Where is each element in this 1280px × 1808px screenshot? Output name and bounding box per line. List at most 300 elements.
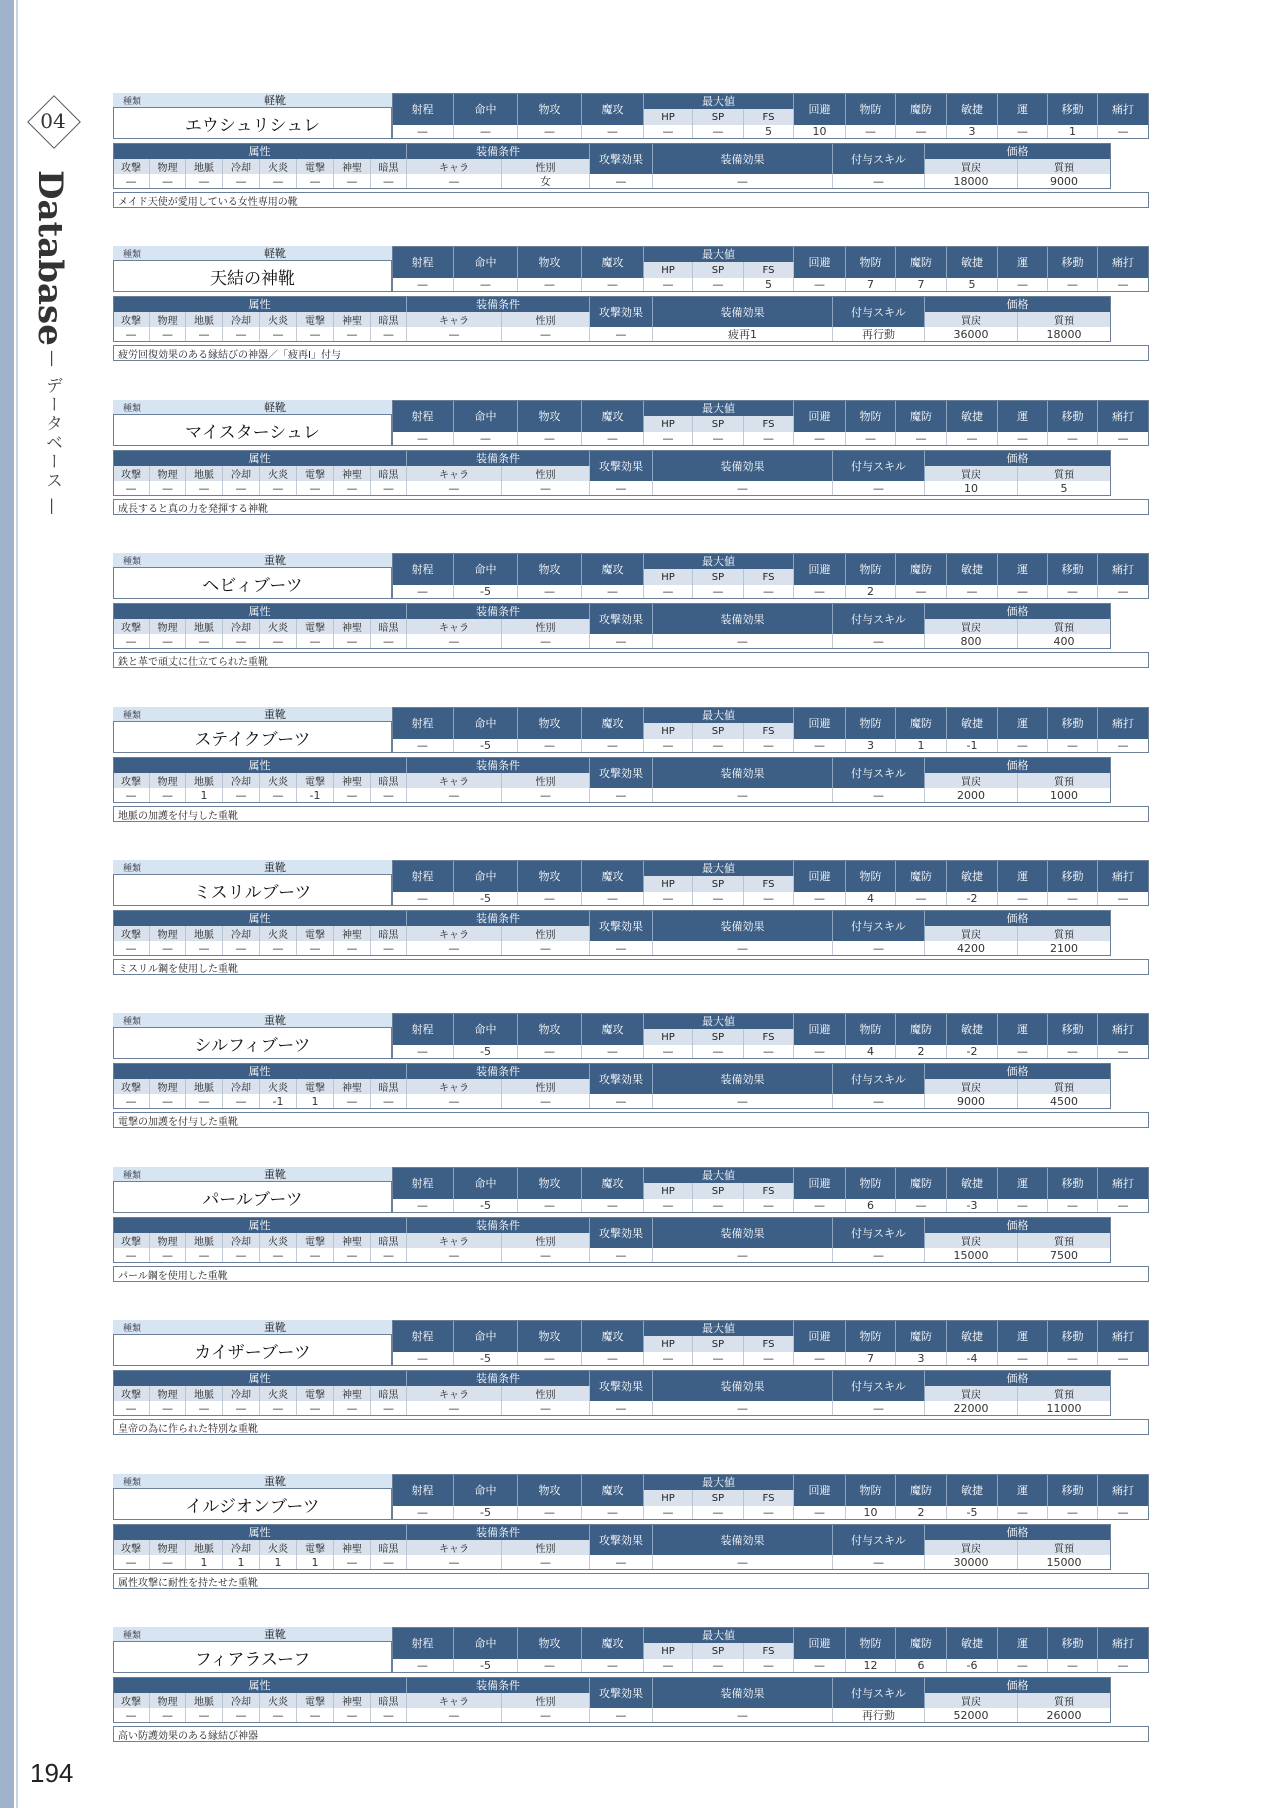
attack-effect-header: 攻撃効果 <box>590 910 653 941</box>
item-description: 成長すると真の力を発揮する神靴 <box>113 499 1149 515</box>
buy-value: 10 <box>925 481 1018 496</box>
attribute-value: — <box>334 174 371 189</box>
skill-value: — <box>833 788 925 803</box>
buy-value: 2000 <box>925 788 1018 803</box>
attribute-name: 電撃 <box>297 773 334 788</box>
stat-subheader: FS <box>744 1490 794 1506</box>
stat-value: — <box>947 585 998 599</box>
skill-value: 再行動 <box>833 1708 925 1723</box>
attribute-name: 攻撃 <box>113 926 150 941</box>
item-name: ヘビィブーツ <box>113 567 392 599</box>
sell-value: 1000 <box>1018 788 1111 803</box>
stat-value: — <box>998 1659 1048 1673</box>
gender-label: 性別 <box>502 1079 590 1094</box>
equip-condition-header: 装備条件 <box>407 450 590 466</box>
stat-header: 魔防 <box>896 1474 947 1506</box>
item-description: 電撃の加護を付与した重靴 <box>113 1112 1149 1128</box>
stat-value: — <box>744 892 794 906</box>
stat-value: — <box>392 1506 454 1520</box>
sell-label: 質預 <box>1018 773 1111 788</box>
attribute-name: 物理 <box>150 1540 186 1555</box>
stat-header: 魔防 <box>896 553 947 585</box>
attribute-name: 電撃 <box>297 1540 334 1555</box>
equip-effect-value: — <box>653 634 833 649</box>
stat-header: 痛打 <box>1098 246 1149 278</box>
stat-header: 物防 <box>846 400 896 432</box>
equip-condition-header: 装備条件 <box>407 1217 590 1233</box>
attribute-name: 物理 <box>150 466 186 481</box>
chapter-number: 04 <box>40 109 66 133</box>
stat-subheader: FS <box>744 1183 794 1199</box>
skill-header: 付与スキル <box>833 603 925 634</box>
stat-value: — <box>998 585 1048 599</box>
attribute-name: 地脈 <box>186 619 223 634</box>
attribute-name: 火炎 <box>260 619 297 634</box>
attribute-value: — <box>223 1708 260 1723</box>
attribute-name: 攻撃 <box>113 1233 150 1248</box>
chara-value: — <box>407 1094 502 1109</box>
attribute-value: — <box>113 174 150 189</box>
stat-header: 運 <box>998 553 1048 585</box>
attribute-value: — <box>334 1248 371 1263</box>
attribute-name: 冷却 <box>223 1079 260 1094</box>
attribute-value: — <box>150 941 186 956</box>
stat-header: 物攻 <box>518 1167 582 1199</box>
attribute-header: 属性 <box>113 1063 407 1079</box>
equip-effect-value: — <box>653 1248 833 1263</box>
stat-header: 魔攻 <box>582 553 644 585</box>
equip-effect-header: 装備効果 <box>653 1063 833 1094</box>
stat-header: 物攻 <box>518 860 582 892</box>
attribute-value: — <box>297 634 334 649</box>
stat-header: 物防 <box>846 707 896 739</box>
equip-effect-header: 装備効果 <box>653 296 833 327</box>
sell-label: 質預 <box>1018 1693 1111 1708</box>
stat-header: 痛打 <box>1098 860 1149 892</box>
attribute-name: 暗黒 <box>371 619 407 634</box>
attribute-name: 暗黒 <box>371 1693 407 1708</box>
stat-header: 運 <box>998 1167 1048 1199</box>
stat-value: — <box>1048 1199 1098 1213</box>
stat-value: — <box>644 432 693 446</box>
attribute-name: 冷却 <box>223 1386 260 1401</box>
buy-value: 36000 <box>925 327 1018 342</box>
stat-value: — <box>392 585 454 599</box>
attack-effect-header: 攻撃効果 <box>590 1677 653 1708</box>
stat-value: — <box>644 739 693 753</box>
gender-label: 性別 <box>502 159 590 174</box>
attribute-value: — <box>334 481 371 496</box>
item-name: ミスリルブーツ <box>113 874 392 906</box>
stat-value: — <box>794 1506 846 1520</box>
buy-label: 買戻 <box>925 159 1018 174</box>
attribute-value: — <box>371 481 407 496</box>
chara-value: — <box>407 174 502 189</box>
stat-header: 回避 <box>794 246 846 278</box>
stat-table-frame <box>392 246 1149 292</box>
attribute-value: — <box>223 481 260 496</box>
attribute-value: — <box>113 1401 150 1416</box>
stat-header: 命中 <box>454 1474 518 1506</box>
stat-header: 魔攻 <box>582 1627 644 1659</box>
buy-label: 買戻 <box>925 773 1018 788</box>
attribute-value: — <box>223 174 260 189</box>
stat-header: 物攻 <box>518 1013 582 1045</box>
buy-label: 買戻 <box>925 1233 1018 1248</box>
skill-header: 付与スキル <box>833 1217 925 1248</box>
equip-effect-header: 装備効果 <box>653 1677 833 1708</box>
stat-value: — <box>454 125 518 139</box>
stat-value: — <box>744 739 794 753</box>
chara-label: キャラ <box>407 1079 502 1094</box>
attribute-value: — <box>186 634 223 649</box>
chara-value: — <box>407 634 502 649</box>
stat-subheader: SP <box>693 109 744 125</box>
item-name: シルフィブーツ <box>113 1027 392 1059</box>
stat-value: — <box>392 432 454 446</box>
stat-header: 物防 <box>846 1013 896 1045</box>
stat-header: 射程 <box>392 1167 454 1199</box>
stat-value: — <box>582 585 644 599</box>
stat-value: — <box>693 432 744 446</box>
stat-header: 魔防 <box>896 860 947 892</box>
stat-value: — <box>518 739 582 753</box>
stat-value: — <box>846 125 896 139</box>
stat-value: — <box>744 1506 794 1520</box>
stat-header: 運 <box>998 246 1048 278</box>
item-name: フィアラスーフ <box>113 1641 392 1673</box>
attribute-value: — <box>334 1708 371 1723</box>
stat-value: — <box>998 278 1048 292</box>
attribute-value: 1 <box>186 788 223 803</box>
gender-value: — <box>502 1401 590 1416</box>
page-number: 194 <box>30 1758 74 1788</box>
attribute-value: — <box>150 1248 186 1263</box>
stat-header: 回避 <box>794 1013 846 1045</box>
stat-value: — <box>1048 739 1098 753</box>
item-description: 高い防護効果のある縁結び神器 <box>113 1726 1149 1742</box>
sell-value: 15000 <box>1018 1555 1111 1570</box>
stat-subheader: HP <box>644 109 693 125</box>
attack-effect-header: 攻撃効果 <box>590 296 653 327</box>
max-value-header: 最大値 <box>644 553 794 569</box>
attribute-value: 1 <box>186 1555 223 1570</box>
detail-table-frame <box>113 1370 1111 1416</box>
stat-value: 12 <box>846 1659 896 1673</box>
stat-header: 痛打 <box>1098 707 1149 739</box>
stat-header: 魔攻 <box>582 93 644 125</box>
chara-label: キャラ <box>407 1693 502 1708</box>
stat-header: 痛打 <box>1098 1013 1149 1045</box>
attribute-name: 冷却 <box>223 773 260 788</box>
stat-subheader: HP <box>644 1643 693 1659</box>
stat-value: — <box>744 1199 794 1213</box>
attribute-value: — <box>223 1094 260 1109</box>
stat-subheader: HP <box>644 1490 693 1506</box>
stat-header: 物防 <box>846 1167 896 1199</box>
stat-header: 運 <box>998 860 1048 892</box>
attribute-value: — <box>371 1555 407 1570</box>
attribute-value: — <box>223 327 260 342</box>
attribute-value: — <box>186 941 223 956</box>
stat-header: 命中 <box>454 860 518 892</box>
gender-value: — <box>502 1248 590 1263</box>
attribute-value: — <box>113 1708 150 1723</box>
attribute-name: 暗黒 <box>371 466 407 481</box>
stat-header: 物防 <box>846 1320 896 1352</box>
attribute-name: 冷却 <box>223 619 260 634</box>
stat-value: — <box>693 1659 744 1673</box>
stat-value: — <box>947 432 998 446</box>
stat-table-frame <box>392 1627 1149 1673</box>
equip-condition-header: 装備条件 <box>407 910 590 926</box>
stat-subheader: SP <box>693 1029 744 1045</box>
stat-value: — <box>794 1352 846 1366</box>
stat-header: 敏捷 <box>947 246 998 278</box>
stat-header: 運 <box>998 1474 1048 1506</box>
attribute-name: 物理 <box>150 1079 186 1094</box>
stat-value: 6 <box>846 1199 896 1213</box>
attribute-value: — <box>334 634 371 649</box>
chara-label: キャラ <box>407 619 502 634</box>
attribute-name: 冷却 <box>223 1540 260 1555</box>
skill-value: 再行動 <box>833 327 925 342</box>
equip-effect-value: — <box>653 941 833 956</box>
attribute-name: 冷却 <box>223 159 260 174</box>
stat-header: 移動 <box>1048 400 1098 432</box>
stat-subheader: FS <box>744 1336 794 1352</box>
stat-header: 魔防 <box>896 1167 947 1199</box>
stat-value: — <box>518 432 582 446</box>
stat-value: — <box>518 125 582 139</box>
stat-value: 10 <box>846 1506 896 1520</box>
sell-label: 質預 <box>1018 1386 1111 1401</box>
stat-value: — <box>794 278 846 292</box>
detail-table-frame <box>113 450 1111 496</box>
item-type: 軽靴 <box>158 93 392 107</box>
buy-value: 15000 <box>925 1248 1018 1263</box>
stat-subheader: SP <box>693 876 744 892</box>
attribute-name: 攻撃 <box>113 466 150 481</box>
item-name: イルジオンブーツ <box>113 1488 392 1520</box>
attribute-name: 攻撃 <box>113 1693 150 1708</box>
stat-header: 魔攻 <box>582 1013 644 1045</box>
attribute-name: 神聖 <box>334 159 371 174</box>
equip-condition-header: 装備条件 <box>407 757 590 773</box>
stat-value: — <box>392 1352 454 1366</box>
stat-value: — <box>896 432 947 446</box>
stat-value: — <box>582 278 644 292</box>
buy-label: 買戻 <box>925 1540 1018 1555</box>
attribute-header: 属性 <box>113 603 407 619</box>
max-value-header: 最大値 <box>644 1013 794 1029</box>
stat-value: — <box>1098 432 1149 446</box>
stat-value: -3 <box>947 1199 998 1213</box>
stat-subheader: SP <box>693 1336 744 1352</box>
sell-value: 400 <box>1018 634 1111 649</box>
item-description: 鉄と革で頑丈に仕立てられた重靴 <box>113 652 1149 668</box>
stat-header: 物防 <box>846 860 896 892</box>
item-name: ステイクブーツ <box>113 721 392 753</box>
chara-value: — <box>407 1248 502 1263</box>
attack-effect-header: 攻撃効果 <box>590 757 653 788</box>
attribute-header: 属性 <box>113 143 407 159</box>
equip-effect-header: 装備効果 <box>653 1524 833 1555</box>
equip-effect-header: 装備効果 <box>653 143 833 174</box>
stat-header: 射程 <box>392 93 454 125</box>
attack-effect-header: 攻撃効果 <box>590 450 653 481</box>
attribute-name: 物理 <box>150 1693 186 1708</box>
kind-label: 種類 <box>113 93 158 107</box>
detail-table-frame <box>113 1677 1111 1723</box>
attribute-value: — <box>260 1248 297 1263</box>
stat-header: 物攻 <box>518 93 582 125</box>
item-type: 重靴 <box>158 1167 392 1181</box>
stat-header: 物防 <box>846 1627 896 1659</box>
stat-header: 回避 <box>794 707 846 739</box>
attribute-value: — <box>260 174 297 189</box>
attribute-value: — <box>150 327 186 342</box>
skill-header: 付与スキル <box>833 1370 925 1401</box>
gender-label: 性別 <box>502 1540 590 1555</box>
equip-effect-header: 装備効果 <box>653 450 833 481</box>
stat-header: 痛打 <box>1098 1627 1149 1659</box>
stat-header: 物攻 <box>518 1474 582 1506</box>
stat-subheader: HP <box>644 1183 693 1199</box>
stat-header: 命中 <box>454 553 518 585</box>
gender-label: 性別 <box>502 773 590 788</box>
stat-subheader: SP <box>693 262 744 278</box>
price-header: 価格 <box>925 1677 1111 1693</box>
stat-value: — <box>693 125 744 139</box>
stat-header: 運 <box>998 93 1048 125</box>
item-entry <box>113 1320 1149 1442</box>
stat-header: 敏捷 <box>947 707 998 739</box>
attribute-value: — <box>260 788 297 803</box>
equip-effect-value: — <box>653 1401 833 1416</box>
stat-header: 移動 <box>1048 1474 1098 1506</box>
attribute-value: — <box>371 1248 407 1263</box>
skill-value: — <box>833 174 925 189</box>
chara-label: キャラ <box>407 159 502 174</box>
attribute-value: — <box>223 1248 260 1263</box>
skill-value: — <box>833 1248 925 1263</box>
price-header: 価格 <box>925 143 1111 159</box>
sell-label: 質預 <box>1018 1079 1111 1094</box>
attribute-name: 暗黒 <box>371 773 407 788</box>
attribute-value: — <box>223 788 260 803</box>
stat-header: 射程 <box>392 246 454 278</box>
attribute-name: 物理 <box>150 773 186 788</box>
gender-value: — <box>502 1094 590 1109</box>
equip-effect-value: — <box>653 788 833 803</box>
stat-header: 命中 <box>454 1320 518 1352</box>
stat-value: — <box>1098 1352 1149 1366</box>
item-type: 重靴 <box>158 860 392 874</box>
stat-value: 2 <box>896 1506 947 1520</box>
buy-value: 18000 <box>925 174 1018 189</box>
price-header: 価格 <box>925 603 1111 619</box>
chara-label: キャラ <box>407 926 502 941</box>
attribute-name: 暗黒 <box>371 1386 407 1401</box>
attribute-value: — <box>260 941 297 956</box>
attack-effect-value: — <box>590 1248 653 1263</box>
item-type: 重靴 <box>158 1320 392 1334</box>
stat-value: — <box>1098 739 1149 753</box>
attribute-name: 神聖 <box>334 773 371 788</box>
stat-header: 移動 <box>1048 1320 1098 1352</box>
stat-table-frame <box>392 93 1149 139</box>
item-entry <box>113 553 1149 675</box>
item-description: 属性攻撃に耐性を持たせた重靴 <box>113 1573 1149 1589</box>
equip-effect-value: — <box>653 1555 833 1570</box>
skill-header: 付与スキル <box>833 450 925 481</box>
stat-header: 魔攻 <box>582 1167 644 1199</box>
attribute-name: 物理 <box>150 619 186 634</box>
stat-table-frame <box>392 1474 1149 1520</box>
attribute-value: — <box>297 1401 334 1416</box>
attribute-name: 地脈 <box>186 312 223 327</box>
stat-value: -5 <box>454 1199 518 1213</box>
equip-effect-value: — <box>653 1708 833 1723</box>
stat-header: 移動 <box>1048 1167 1098 1199</box>
price-header: 価格 <box>925 1524 1111 1540</box>
stat-value: — <box>1098 278 1149 292</box>
gender-value: 女 <box>502 174 590 189</box>
max-value-header: 最大値 <box>644 707 794 723</box>
stat-table-frame <box>392 400 1149 446</box>
stat-value: -2 <box>947 1045 998 1059</box>
item-description: 皇帝の為に作られた特別な重靴 <box>113 1419 1149 1435</box>
attack-effect-value: — <box>590 941 653 956</box>
stat-value: — <box>693 1352 744 1366</box>
skill-header: 付与スキル <box>833 1677 925 1708</box>
sell-value: 9000 <box>1018 174 1111 189</box>
stat-value: -5 <box>454 1045 518 1059</box>
attribute-header: 属性 <box>113 296 407 312</box>
stat-value: — <box>998 892 1048 906</box>
stat-subheader: HP <box>644 1336 693 1352</box>
stat-subheader: FS <box>744 416 794 432</box>
stat-value: — <box>392 1199 454 1213</box>
item-entry <box>113 707 1149 829</box>
attribute-name: 火炎 <box>260 773 297 788</box>
attribute-value: — <box>150 634 186 649</box>
kind-label: 種類 <box>113 707 158 721</box>
stat-header: 魔攻 <box>582 707 644 739</box>
stat-header: 物防 <box>846 246 896 278</box>
attribute-name: 火炎 <box>260 1079 297 1094</box>
sell-label: 質預 <box>1018 159 1111 174</box>
chara-label: キャラ <box>407 773 502 788</box>
attribute-name: 電撃 <box>297 926 334 941</box>
stat-value: — <box>794 1045 846 1059</box>
attribute-value: — <box>371 941 407 956</box>
attack-effect-value: — <box>590 174 653 189</box>
attribute-name: 火炎 <box>260 466 297 481</box>
item-type: 重靴 <box>158 1627 392 1641</box>
skill-header: 付与スキル <box>833 1063 925 1094</box>
item-type: 重靴 <box>158 707 392 721</box>
detail-table-frame <box>113 1524 1111 1570</box>
attribute-name: 暗黒 <box>371 926 407 941</box>
stat-value: — <box>644 892 693 906</box>
attribute-name: 神聖 <box>334 466 371 481</box>
stat-header: 命中 <box>454 1167 518 1199</box>
attribute-value: 1 <box>223 1555 260 1570</box>
attribute-value: — <box>186 1401 223 1416</box>
attack-effect-value: — <box>590 1401 653 1416</box>
